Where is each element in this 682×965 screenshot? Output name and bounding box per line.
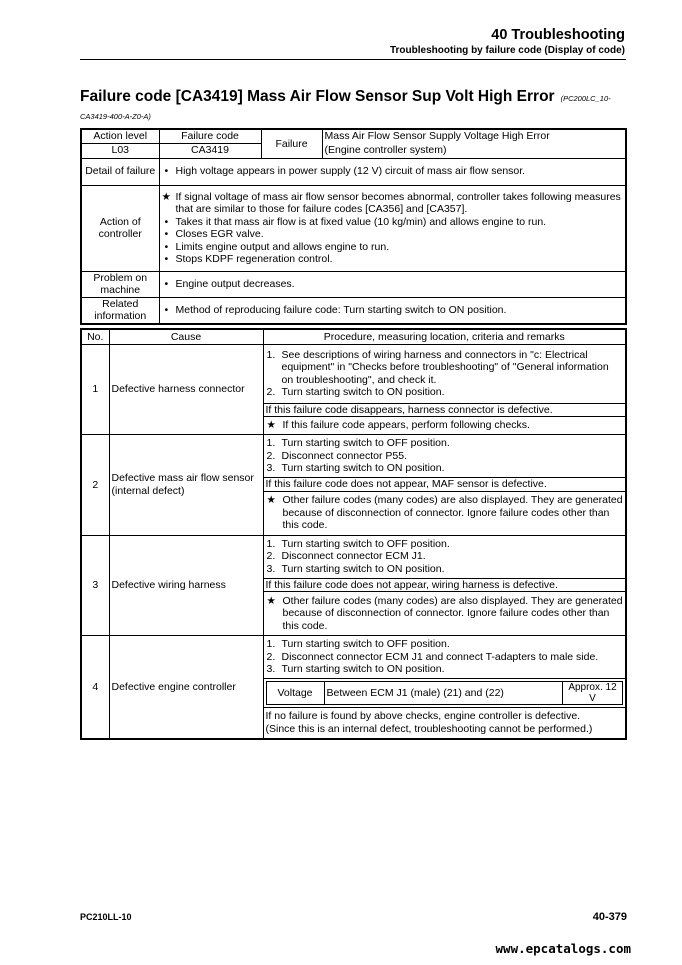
detail-of-failure <box>159 158 626 185</box>
voltage-value: Approx. 12 V <box>563 682 623 705</box>
col-header-procedure: Procedure, measuring location, criteria and remarks <box>263 329 626 344</box>
procedure-steps <box>263 535 626 578</box>
result-line: (Since this is an internal defect, troubleshooting cannot be performed.) <box>265 722 593 735</box>
failure-info-table <box>80 128 627 325</box>
voltage-label: Voltage <box>266 682 324 705</box>
action-item: • Takes it that mass air flow is at fixed value (10 kg/min) and allows engine to run. <box>162 216 624 229</box>
row-number: 3 <box>81 535 109 636</box>
note-text: ★ Other failure codes (many codes) are also displayed. They are generated because of disconnection of connector. Ignore failure codes other than this code. <box>263 592 626 636</box>
result-text <box>263 708 626 739</box>
action-level-label: Action level <box>81 129 159 143</box>
action-level-value: L03 <box>81 143 159 158</box>
problem-on-machine <box>159 271 626 297</box>
star-icon: ★ <box>266 594 276 607</box>
model-number: PC210LL-10 <box>80 912 132 922</box>
section-subtitle: Troubleshooting by failure code (Display of code) <box>389 45 625 56</box>
failure-code-value: CA3419 <box>159 143 261 158</box>
note-text: ★ If this failure code appears, perform following checks. <box>263 417 626 435</box>
action-of-controller-label: Action of controller <box>81 185 159 271</box>
related-information <box>159 297 626 324</box>
problem-text: • Engine output decreases. <box>162 278 624 291</box>
step-item: 2. Turn starting switch to ON position. <box>266 386 445 398</box>
related-information-label: Related information <box>81 297 159 324</box>
procedure-steps <box>263 435 626 478</box>
voltage-measure-points: Between ECM J1 (male) (21) and (22) <box>324 682 563 705</box>
header-rule <box>80 59 626 60</box>
related-text: • Method of reproducing failure code: Turn starting switch to ON position. <box>162 304 624 317</box>
reference-code-part1: (PC200LC_10- <box>560 94 611 103</box>
cause-line: (internal defect) <box>111 484 185 497</box>
step-item: 1. Turn starting switch to OFF position. <box>266 437 450 450</box>
step-item: 2. Disconnect connector P55. <box>266 449 407 462</box>
voltage-table <box>266 681 624 705</box>
star-icon: ★ <box>266 419 276 432</box>
step-item: 1. Turn starting switch to OFF position. <box>266 537 450 550</box>
step-item: 3. Turn starting switch to ON position. <box>266 462 445 475</box>
failure-label: Failure <box>261 129 322 158</box>
watermark: www.epcatalogs.com <box>495 941 631 956</box>
result-text: If this failure code does not appear, MAF sensor is defective. <box>263 478 626 492</box>
cause-text <box>109 435 263 536</box>
step-item: 1. Turn starting switch to OFF position. <box>266 638 450 651</box>
cause-text: Defective engine controller <box>109 636 263 739</box>
page-number: 40-379 <box>592 911 627 923</box>
action-item: • Stops KDPF regeneration control. <box>162 253 624 266</box>
procedure-steps <box>263 344 626 403</box>
cause-text: Defective harness connector <box>109 344 263 435</box>
result-line: If no failure is found by above checks, engine controller is defective. <box>265 710 581 723</box>
step-item: 3. Turn starting switch to ON position. <box>266 663 445 676</box>
row-number: 1 <box>81 344 109 435</box>
cause-text: Defective wiring harness <box>109 535 263 636</box>
action-item: ★ If signal voltage of mass air flow sensor becomes abnormal, controller takes following measures that are similar to those for failure codes [CA356] and [CA357]. <box>162 191 624 216</box>
row-number: 4 <box>81 636 109 739</box>
failure-code-title: Failure code [CA3419] Mass Air Flow Sensor Sup Volt High Error <box>80 88 555 105</box>
note-text: ★ Other failure codes (many codes) are also displayed. They are generated because of disconnection of connector. Ignore failure codes other than this code. <box>263 491 626 535</box>
step-item: 3. Turn starting switch to ON position. <box>266 562 445 575</box>
col-header-cause: Cause <box>109 329 263 344</box>
row-number: 2 <box>81 435 109 536</box>
reference-code-part2: CA3419-400-A-Z0-A) <box>80 112 151 121</box>
section-title: 40 Troubleshooting <box>491 27 625 43</box>
action-of-controller <box>159 185 626 271</box>
failure-code-heading <box>80 88 640 106</box>
action-item: • Limits engine output and allows engine to run. <box>162 241 624 254</box>
result-text: If this failure code disappears, harness connector is defective. <box>263 403 626 417</box>
step-item: 2. Disconnect connector ECM J1. <box>266 550 426 563</box>
problem-on-machine-label: Problem on machine <box>81 271 159 297</box>
step-item: 1. See descriptions of wiring harness and connectors in "c: Electrical equipment" in "Checks before troubleshooting" of "General information on troubleshooting", and check it. <box>266 348 609 386</box>
cause-line: Defective mass air flow sensor <box>111 472 254 485</box>
detail-of-failure-label: Detail of failure <box>81 158 159 185</box>
step-item: 2. Disconnect connector ECM J1 and connect T-adapters to male side. <box>266 650 599 663</box>
col-header-no: No. <box>81 329 109 344</box>
cause-table <box>80 328 627 740</box>
procedure-steps <box>263 636 626 679</box>
voltage-criteria <box>263 679 626 708</box>
result-text: If this failure code does not appear, wiring harness is defective. <box>263 578 626 592</box>
action-item: • Closes EGR valve. <box>162 228 624 241</box>
failure-code-label: Failure code <box>159 129 261 143</box>
failure-description: Mass Air Flow Sensor Supply Voltage High Error <box>322 129 626 143</box>
detail-text: • High voltage appears in power supply (12 V) circuit of mass air flow sensor. <box>162 165 624 178</box>
failure-system: (Engine controller system) <box>322 143 626 158</box>
star-icon: ★ <box>266 494 276 507</box>
